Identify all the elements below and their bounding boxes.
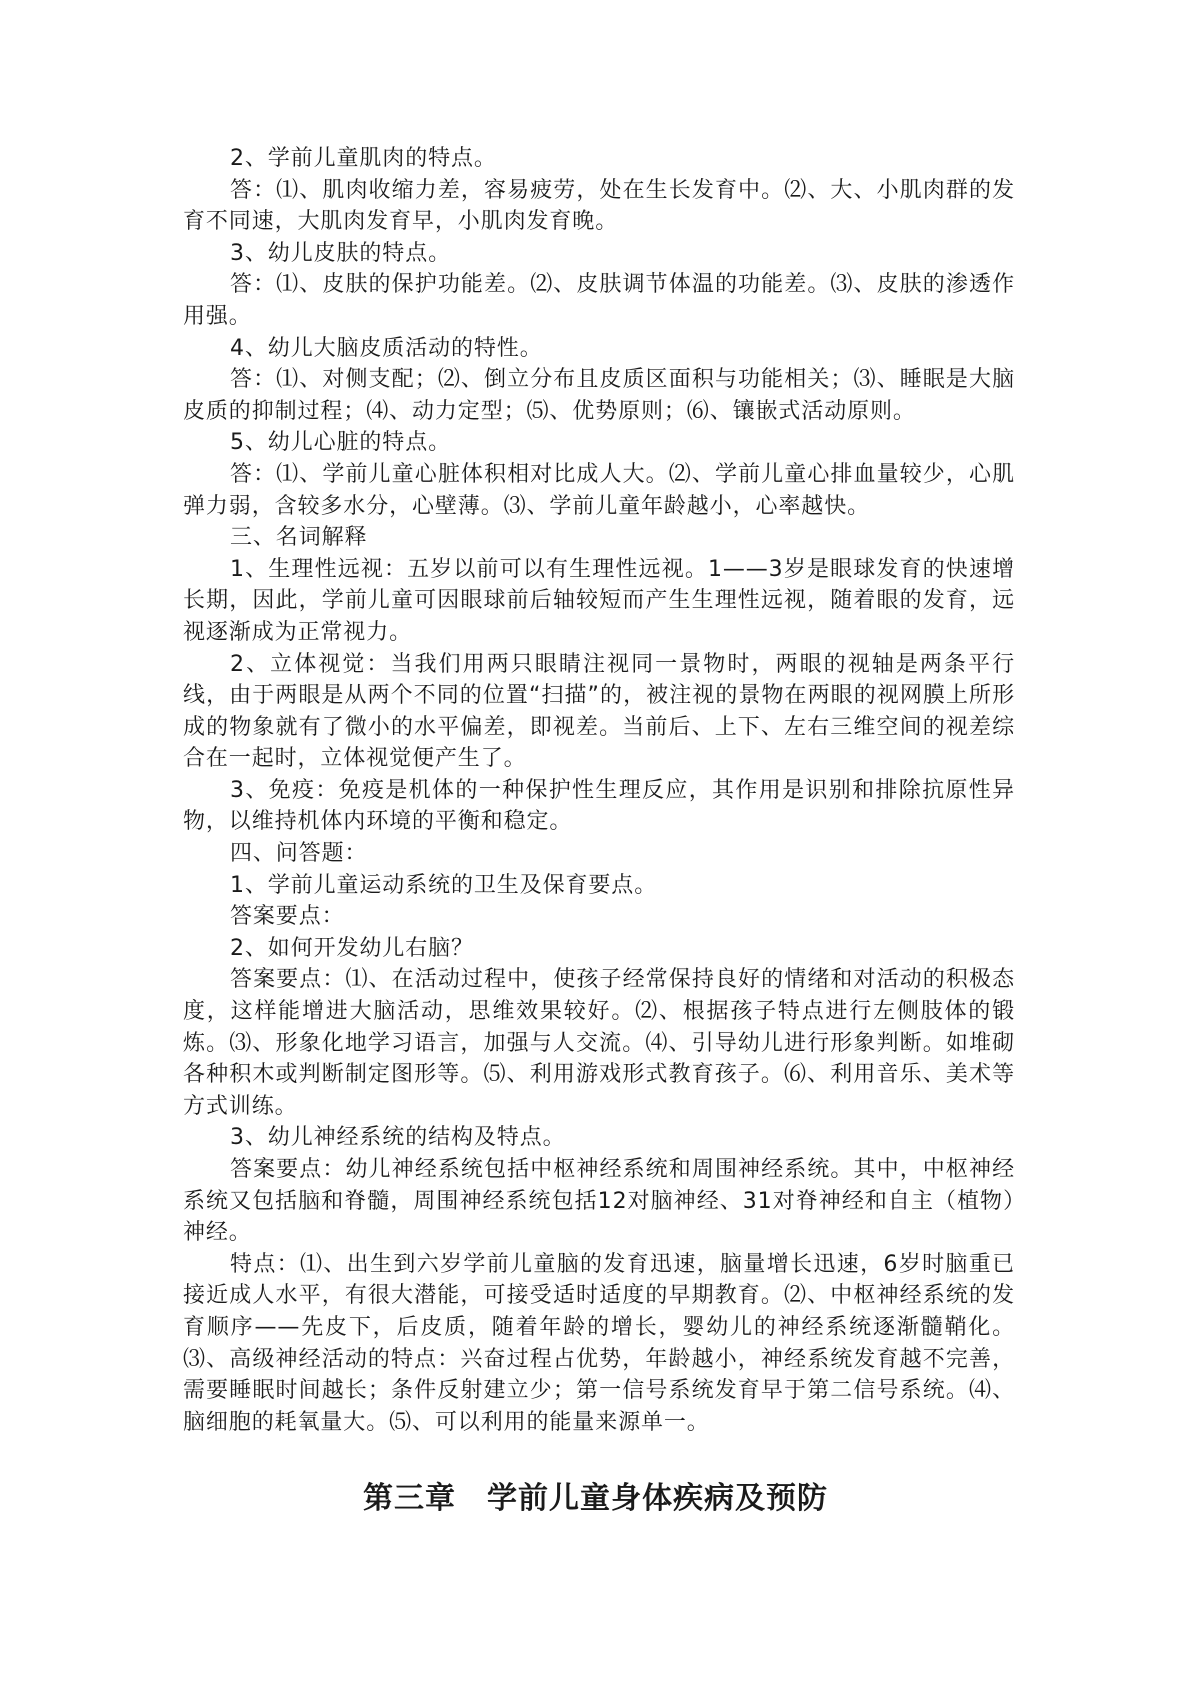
question-heading: 2、如何开发幼儿右脑？ xyxy=(230,935,474,961)
term-definition: 3、免疫：免疫是机体的一种保护性生理反应，其作用是识别和排除抗原性异物，以维持机体内环境的平衡和稳定。 xyxy=(183,777,1015,835)
answer-paragraph: 答案要点：⑴、在活动过程中，使孩子经常保持良好的情绪和对活动的积极态度，这样能增进大脑活动，思维效果较好。⑵、根据孩子特点进行左侧肢体的锻炼。⑶、形象化地学习语言，加强与人交流。⑷、引导幼儿进行形象判断。如堆砌各种积木或判断制定图形等。⑸、利用游戏形式教育孩子。⑹、利用音乐、美术等方式训练。 xyxy=(183,967,1015,1119)
body-text xyxy=(183,143,1015,1438)
answer-paragraph: 答：⑴、对侧支配；⑵、倒立分布且皮质区面积与功能相关；⑶、睡眠是大脑皮质的抑制过程；⑷、动力定型；⑸、优势原则；⑹、镶嵌式活动原则。 xyxy=(183,367,1015,424)
question-heading: 3、幼儿神经系统的结构及特点。 xyxy=(230,1125,566,1151)
answer-paragraph: 答：⑴、皮肤的保护功能差。⑵、皮肤调节体温的功能差。⑶、皮肤的渗透作用强。 xyxy=(183,272,1015,329)
question-heading: 3、幼儿皮肤的特点。 xyxy=(230,240,451,266)
answer-paragraph: 特点：⑴、出生到六岁学前儿童脑的发育迅速，脑量增长迅速，6岁时脑重已接近成人水平，有很大潜能，可接受适时适度的早期教育。⑵、中枢神经系统的发育顺序——先皮下，后皮质，随着年龄的增长，婴幼儿的神经系统逐渐髓鞘化。⑶、高级神经活动的特点：兴奋过程占优势，年龄越小，神经系统发育越不完善，需要睡眠时间越长；条件反射建立少；第一信号系统发育早于第二信号系统。⑷、脑细胞的耗氧量大。⑸、可以利用的能量来源单一。 xyxy=(183,1251,1015,1435)
answer-paragraph: 答案要点：幼儿神经系统包括中枢神经系统和周围神经系统。其中，中枢神经系统又包括脑和脊髓，周围神经系统包括12对脑神经、31对脊神经和自主（植物）神经。 xyxy=(183,1157,1015,1246)
question-heading: 2、学前儿童肌肉的特点。 xyxy=(230,146,497,171)
term-definition: 1、生理性远视：五岁以前可以有生理性远视。1——3岁是眼球发育的快速增长期，因此，学前儿童可因眼球前后轴较短而产生生理性远视，随着眼的发育，远视逐渐成为正常视力。 xyxy=(183,556,1015,645)
answer-paragraph: 答案要点： xyxy=(230,904,345,930)
section-heading: 四、问答题： xyxy=(230,841,368,867)
question-heading: 1、学前儿童运动系统的卫生及保育要点。 xyxy=(230,872,658,898)
chapter-title: 第三章 学前儿童身体疾病及预防 xyxy=(363,1481,828,1516)
question-heading: 5、幼儿心脏的特点。 xyxy=(230,430,451,456)
question-heading: 4、幼儿大脑皮质活动的特性。 xyxy=(230,335,543,361)
section-heading: 三、名词解释 xyxy=(230,525,368,551)
answer-paragraph: 答：⑴、学前儿童心脏体积相对比成人大。⑵、学前儿童心排血量较少，心肌弹力弱，含较多水分，心壁薄。⑶、学前儿童年龄越小，心率越快。 xyxy=(183,461,1015,519)
term-definition: 2、立体视觉：当我们用两只眼睛注视同一景物时，两眼的视轴是两条平行线，由于两眼是从两个不同的位置“扫描”的，被注视的景物在两眼的视网膜上所形成的物象就有了微小的水平偏差，即视差。当前后、上下、左右三维空间的视差综合在一起时，立体视觉便产生了。 xyxy=(183,651,1015,772)
answer-paragraph: 答：⑴、肌肉收缩力差，容易疲劳，处在生长发育中。⑵、大、小肌肉群的发育不同速，大肌肉发育早，小肌肉发育晚。 xyxy=(183,177,1015,235)
